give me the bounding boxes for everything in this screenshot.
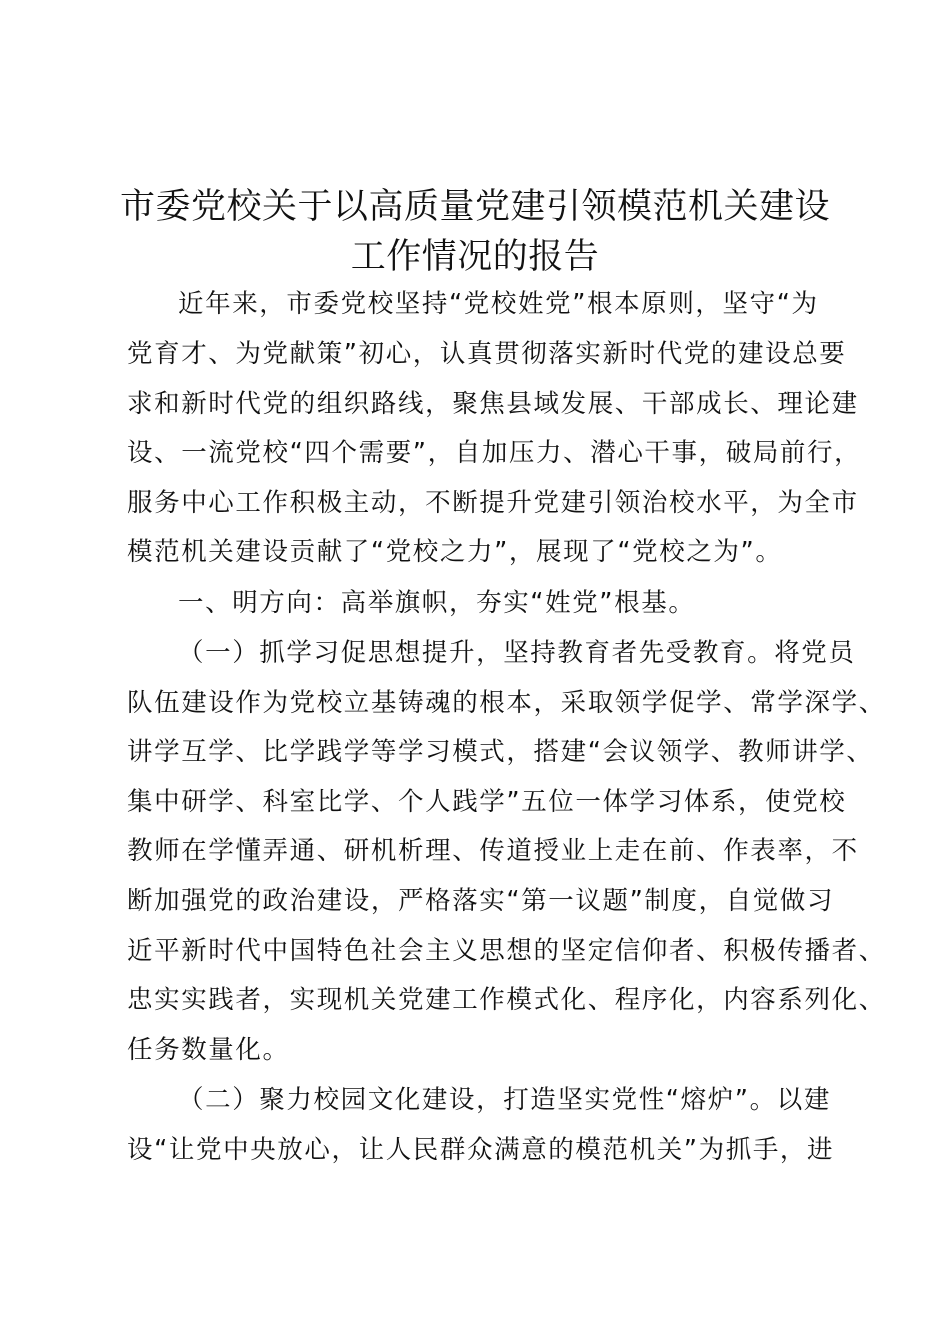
- paragraph-intro-line-3: 求和新时代党的组织路线，聚焦县域发展、干部成长、理论建: [127, 389, 859, 419]
- paragraph-intro-line-4: 设、一流党校“四个需要”，自加压力、潜心干事，破局前行，: [127, 438, 862, 468]
- subsection-1-line-6: 断加强党的政治建设，严格落实“第一议题”制度，自觉做习: [127, 886, 835, 916]
- subsection-1-line-9: 任务数量化。: [127, 1035, 290, 1065]
- document-title-line-1: 市委党校关于以高质量党建引领模范机关建设: [119, 187, 830, 227]
- subsection-2-line-1: （二）聚力校园文化建设，打造坚实党性“熔炉”。以建: [178, 1085, 831, 1115]
- paragraph-intro-line-2: 党育才、为党献策”初心，认真贯彻落实新时代党的建设总要: [127, 339, 847, 369]
- subsection-1-line-5: 教师在学懂弄通、研机析理、传道授业上走在前、作表率，不: [127, 836, 859, 866]
- subsection-1-line-2: 队伍建设作为党校立基铸魂的根本，采取领学促学、常学深学、: [127, 688, 886, 718]
- paragraph-intro-line-5: 服务中心工作积极主动，不断提升党建引领治校水平，为全市: [127, 488, 859, 518]
- subsection-2-line-2: 设“让党中央放心，让人民群众满意的模范机关”为抓手，进: [127, 1135, 835, 1165]
- subsection-1-line-8: 忠实实践者，实现机关党建工作模式化、程序化，内容系列化、: [127, 985, 886, 1015]
- subsection-1-line-4: 集中研学、科室比学、个人践学”五位一体学习体系，使党校: [127, 787, 847, 817]
- document-title-line-2: 工作情况的报告: [350, 237, 600, 277]
- subsection-1-line-1: （一）抓学习促思想提升，坚持教育者先受教育。将党员: [178, 638, 856, 668]
- paragraph-intro-line-6: 模范机关建设贡献了“党校之力”，展现了“党校之为”。: [127, 537, 783, 567]
- section-heading-1: 一、明方向：高举旗帜，夯实“姓党”根基。: [178, 588, 696, 618]
- paragraph-intro-line-1: 近年来，市委党校坚持“党校姓党”根本原则，坚守“为: [178, 289, 819, 319]
- subsection-1-line-7: 近平新时代中国特色社会主义思想的坚定信仰者、积极传播者、: [127, 936, 886, 966]
- subsection-1-line-3: 讲学互学、比学践学等学习模式，搭建“会议领学、教师讲学、: [127, 737, 874, 767]
